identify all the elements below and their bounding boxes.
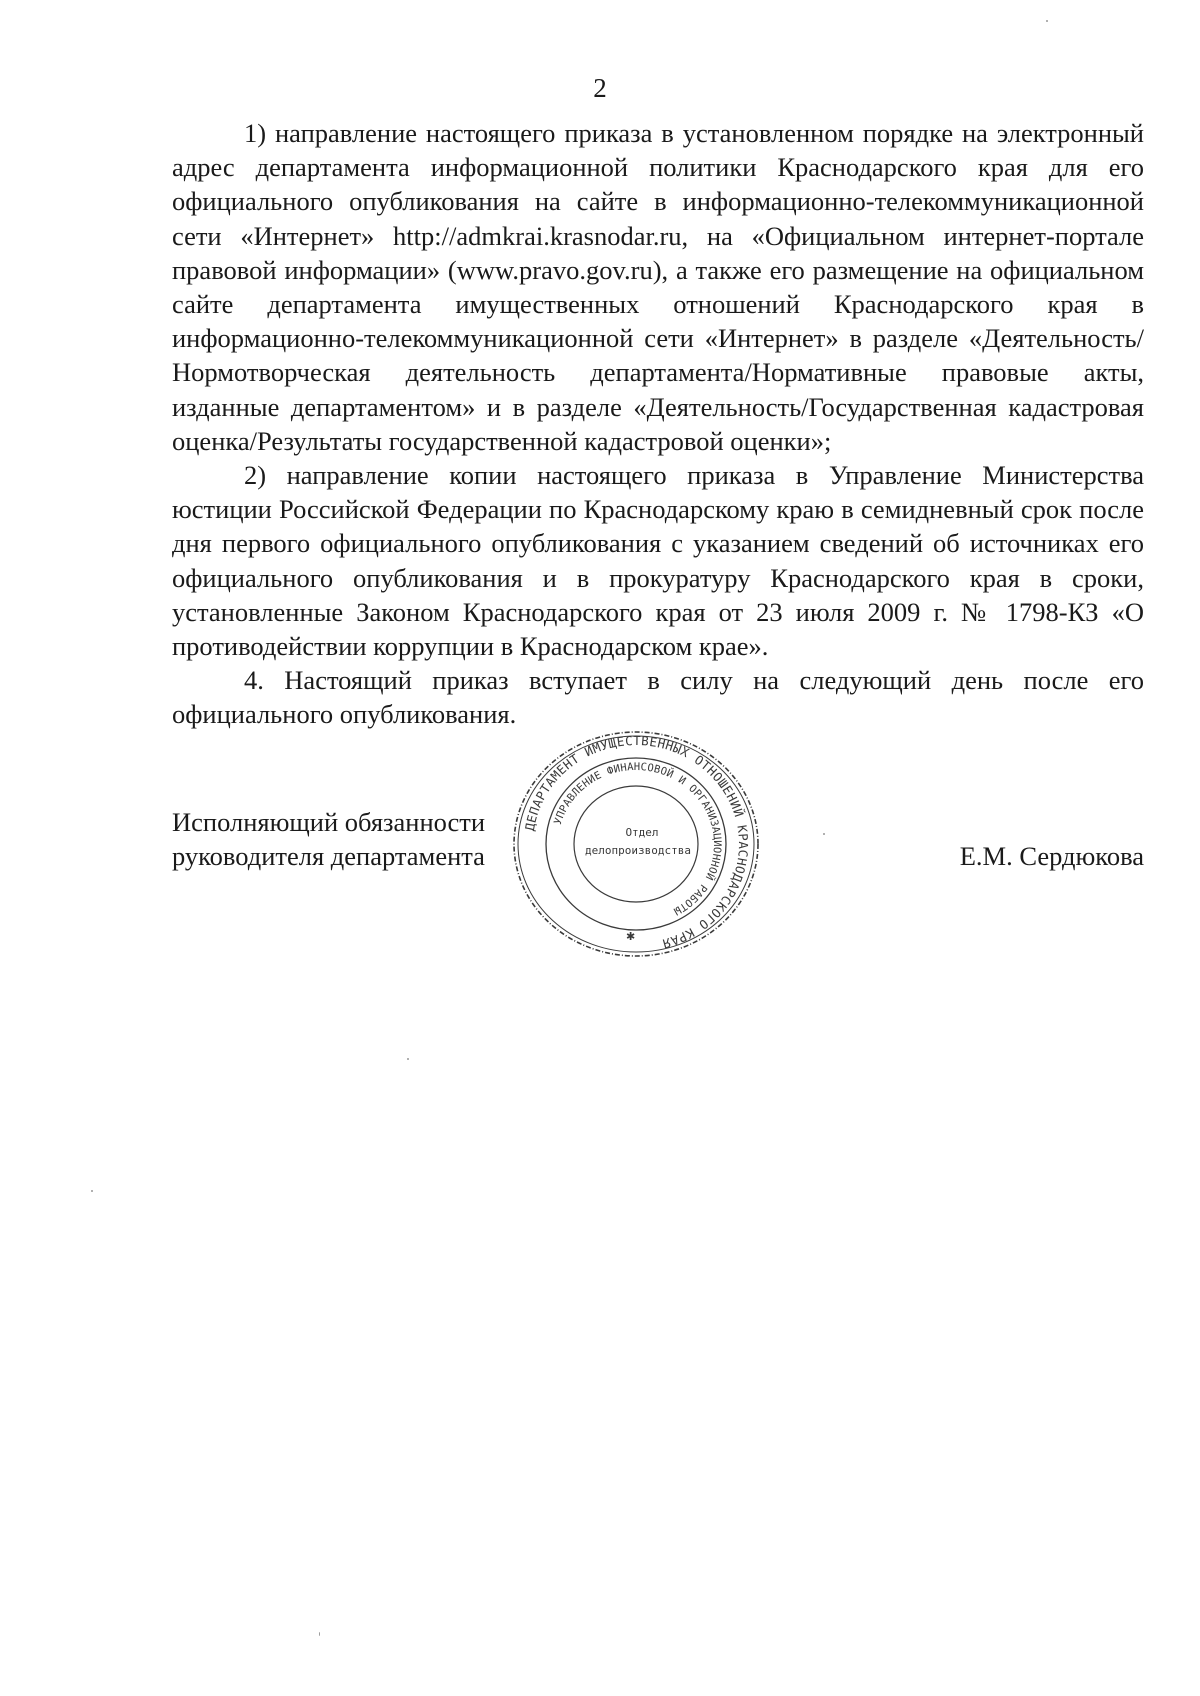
paragraph-item-2: 2) направление копии настоящего приказа в Управление Министерства юстиции Российской Федерации по Краснодарскому краю в семидневный срок после дня первого официального опубликования с указанием сведений об источниках его официального опубликования и в прокуратуру Краснодарского края в сроки, установленные Законом Краснодарского края от 23 июля 2009 г. № 1798-КЗ «О противодействии коррупции в Краснодарском крае».: [172, 460, 1144, 662]
official-stamp: [510, 728, 762, 960]
stamp-center-line-2: делопроизводства: [585, 844, 691, 857]
page-number: 2: [593, 73, 607, 103]
stamp-center-line-1: Отдел: [625, 826, 659, 839]
paragraph-item-1: 1) направление настоящего приказа в установленном порядке на электронный адрес департамента информационной политики Краснодарского края для его официального опубликования на сайте в информационно-телекоммуникационной сети «Интернет» http://admkrai.krasnodar.ru, на «Официальном интернет-портале правовой информации» (www.pravo.gov.ru), а также его размещение на официальном сайте департамента имущественных отношений Краснодарского края в информационно-телекоммуникационной сети «Интернет» в разделе «Деятельность/Нормотворческая деятельность департамента/Нормативные правовые акты, изданные департаментом» и в разделе «Деятельность/Государственная кадастровая оценка/Результаты государственной кадастровой оценки»;: [172, 118, 1144, 456]
scan-speck: [91, 1190, 93, 1192]
paragraph-item-4: 4. Настоящий приказ вступает в силу на следующий день после его официального опубликования.: [172, 665, 1144, 730]
document-body: [172, 116, 1144, 732]
stamp-star-icon: [626, 930, 635, 943]
scan-speck: [823, 833, 825, 835]
scan-speck: [1046, 20, 1048, 22]
svg-text:✱: ✱: [626, 930, 636, 943]
stamp-inner-text: УПРАВЛЕНИЕ ФИНАНСОВОЙ И ОРГАНИЗАЦИОННОЙ РАБОТЫ: [551, 760, 724, 918]
scan-speck: [407, 1058, 409, 1060]
scan-speck: [319, 1632, 320, 1636]
stamp-outer-text: ДЕПАРТАМЕНТ ИМУЩЕСТВЕННЫХ ОТНОШЕНИЙ КРАСНОДАРСКОГО КРАЯ: [521, 732, 752, 952]
signatory-position: Исполняющий обязанности руководителя департамента: [172, 807, 486, 872]
signatory-name: Е.М. Сердюкова: [959, 841, 1144, 871]
